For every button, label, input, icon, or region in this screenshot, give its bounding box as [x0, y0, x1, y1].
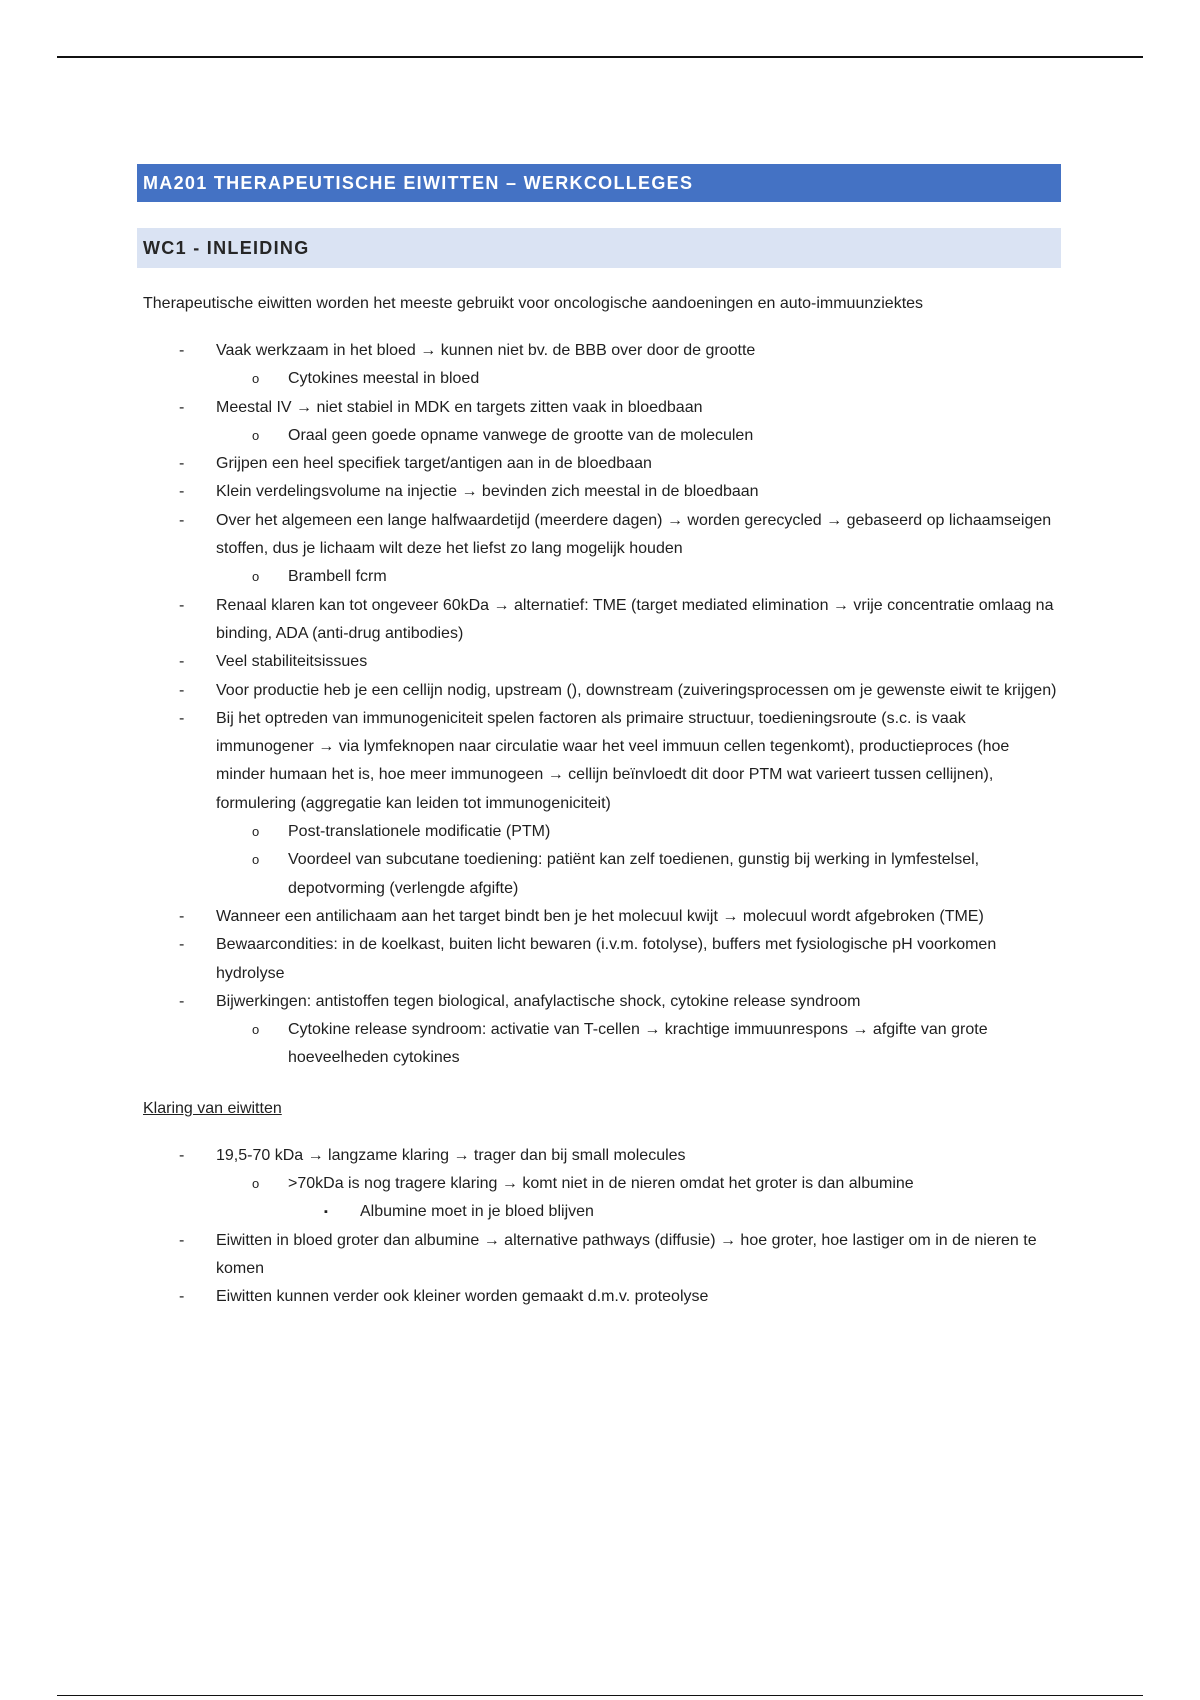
circle-bullet: o [252, 1176, 260, 1192]
sub-list-item-text: Oraal geen goede opname vanwege de grootte van de moleculen [288, 426, 754, 444]
dash-bullet: - [179, 455, 185, 473]
list-item-text: Meestal IV → niet stabiel in MDK en targets zitten vaak in bloedbaan [216, 398, 703, 416]
list-item-text: Grijpen een heel specifiek target/antigen aan in de bloedbaan [216, 455, 652, 473]
list-item [137, 592, 1061, 649]
sub-list-item [216, 1016, 1061, 1073]
dash-bullet: - [179, 936, 185, 954]
circle-bullet: o [252, 1022, 260, 1038]
bullet-list-klaring [137, 1142, 1061, 1312]
list-item [137, 903, 1061, 931]
list-item [137, 394, 1061, 451]
circle-bullet: o [252, 824, 260, 840]
sub-list [216, 422, 1061, 450]
sub-list-item [216, 818, 1061, 846]
sub-list [216, 1016, 1061, 1073]
bullet-list-main [137, 337, 1061, 1073]
list-item [137, 1227, 1061, 1284]
dash-bullet: - [179, 342, 185, 359]
list-item-text: Bij het optreden van immunogeniciteit spelen factoren als primaire structuur, toedieningsroute (s.c. is vaak immunogener → via lymfeknopen naar circulatie waar het veel immuun cellen tegenkomt), productieproces (hoe minder humaan het is, hoe meer immunogeen → cellijn beïnvloedt dit door PTM wat varieert tussen cellijnen), formulering (aggregatie kan leiden tot immunogeniciteit) [216, 709, 1010, 812]
square-bullet: ▪ [324, 1206, 328, 1219]
list-item-text: Bijwerkingen: antistoffen tegen biological, anafylactische shock, cytokine release syndroom [216, 992, 861, 1010]
list-item-text: Veel stabiliteitsissues [216, 653, 368, 671]
list-item [137, 507, 1061, 592]
list-item-text: Eiwitten kunnen verder ook kleiner worden gemaakt d.m.v. proteolyse [216, 1288, 709, 1306]
subheading-klaring: Klaring van eiwitten [143, 1099, 282, 1117]
sub-list-item [216, 846, 1061, 903]
dash-bullet: - [179, 992, 185, 1010]
dash-bullet: - [179, 511, 185, 529]
circle-bullet: o [252, 427, 260, 443]
dash-bullet: - [179, 681, 185, 699]
sub-list-item-text: >70kDa is nog tragere klaring → komt niet in de nieren omdat het groter is dan albumine [288, 1175, 914, 1193]
list-item-text: Vaak werkzaam in het bloed → kunnen niet bv. de BBB over door de grootte [216, 342, 756, 359]
sub-list-item-text: Cytokine release syndroom: activatie van T-cellen → krachtige immuunrespons → afgifte van grote hoeveelheden cytokines [288, 1021, 988, 1067]
list-item [137, 1142, 1061, 1227]
dash-bullet: - [179, 398, 185, 416]
sub-list [216, 1170, 1061, 1227]
list-item [137, 450, 1061, 478]
dash-bullet: - [179, 596, 185, 614]
sub-list-item-text: Cytokines meestal in bloed [288, 370, 480, 388]
list-item [137, 478, 1061, 506]
list-item-text: 19,5-70 kDa → langzame klaring → trager dan bij small molecules [216, 1146, 686, 1164]
list-item-text: Over het algemeen een lange halfwaardetijd (meerdere dagen) → worden gerecycled → gebaseerd op lichaamseigen stoffen, dus je lichaam wilt deze het liefst zo lang mogelijk houden [216, 511, 1052, 558]
sub-sub-list-item-text: Albumine moet in je bloed blijven [360, 1203, 594, 1221]
circle-bullet: o [252, 852, 260, 868]
intro-paragraph: Therapeutische eiwitten worden het meeste gebruikt voor oncologische aandoeningen en auto-immuunziektes [143, 295, 924, 312]
list-item-text: Renaal klaren kan tot ongeveer 60kDa → alternatief: TME (target mediated elimination → vrije concentratie omlaag na binding, ADA (anti-drug antibodies) [216, 596, 1054, 642]
circle-bullet: o [252, 569, 260, 585]
circle-bullet: o [252, 371, 260, 387]
sub-list-item [216, 365, 1061, 393]
sub-sub-list [288, 1198, 1061, 1226]
dash-bullet: - [179, 907, 185, 925]
header-rule [57, 56, 1143, 58]
dash-bullet: - [179, 483, 185, 501]
dash-bullet: - [179, 1231, 185, 1249]
footer-rule [57, 1695, 1143, 1696]
section-heading: WC1 - INLEIDING [137, 228, 1061, 268]
list-item [137, 337, 1061, 394]
document-title: MA201 THERAPEUTISCHE EIWITTEN – WERKCOLLEGES [137, 164, 1061, 202]
dash-bullet: - [179, 1288, 185, 1306]
list-item [137, 931, 1061, 988]
dash-bullet: - [179, 709, 185, 727]
list-item-text: Klein verdelingsvolume na injectie → bevinden zich meestal in de bloedbaan [216, 483, 759, 501]
sub-list [216, 818, 1061, 903]
list-item [137, 1283, 1061, 1311]
list-item [137, 705, 1061, 903]
dash-bullet: - [179, 1146, 185, 1164]
list-item-text: Wanneer een antilichaam aan het target bindt ben je het molecuul kwijt → molecuul wordt afgebroken (TME) [216, 907, 984, 925]
list-item [137, 648, 1061, 676]
dash-bullet: - [179, 653, 185, 671]
sub-sub-list-item [288, 1198, 1061, 1226]
list-item [137, 988, 1061, 1073]
list-item-text: Bewaarcondities: in de koelkast, buiten licht bewaren (i.v.m. fotolyse), buffers met fysiologische pH voorkomen hydrolyse [216, 936, 997, 982]
sub-list [216, 563, 1061, 591]
list-item [137, 677, 1061, 705]
sub-list-item [216, 422, 1061, 450]
list-item-text: Voor productie heb je een cellijn nodig, upstream (), downstream (zuiveringsprocessen om je gewenste eiwit te krijgen) [216, 681, 1057, 699]
sub-list-item [216, 563, 1061, 591]
page-content [137, 164, 1061, 1312]
sub-list [216, 365, 1061, 393]
sub-list-item-text: Brambell fcrm [288, 568, 387, 586]
sub-list-item-text: Voordeel van subcutane toediening: patiënt kan zelf toedienen, gunstig bij werking in lymfestelsel, depotvorming (verlengde afgifte) [288, 851, 980, 897]
sub-list-item [216, 1170, 1061, 1227]
list-item-text: Eiwitten in bloed groter dan albumine → alternative pathways (diffusie) → hoe groter, hoe lastiger om in de nieren te komen [216, 1231, 1037, 1277]
sub-list-item-text: Post-translationele modificatie (PTM) [288, 823, 551, 841]
